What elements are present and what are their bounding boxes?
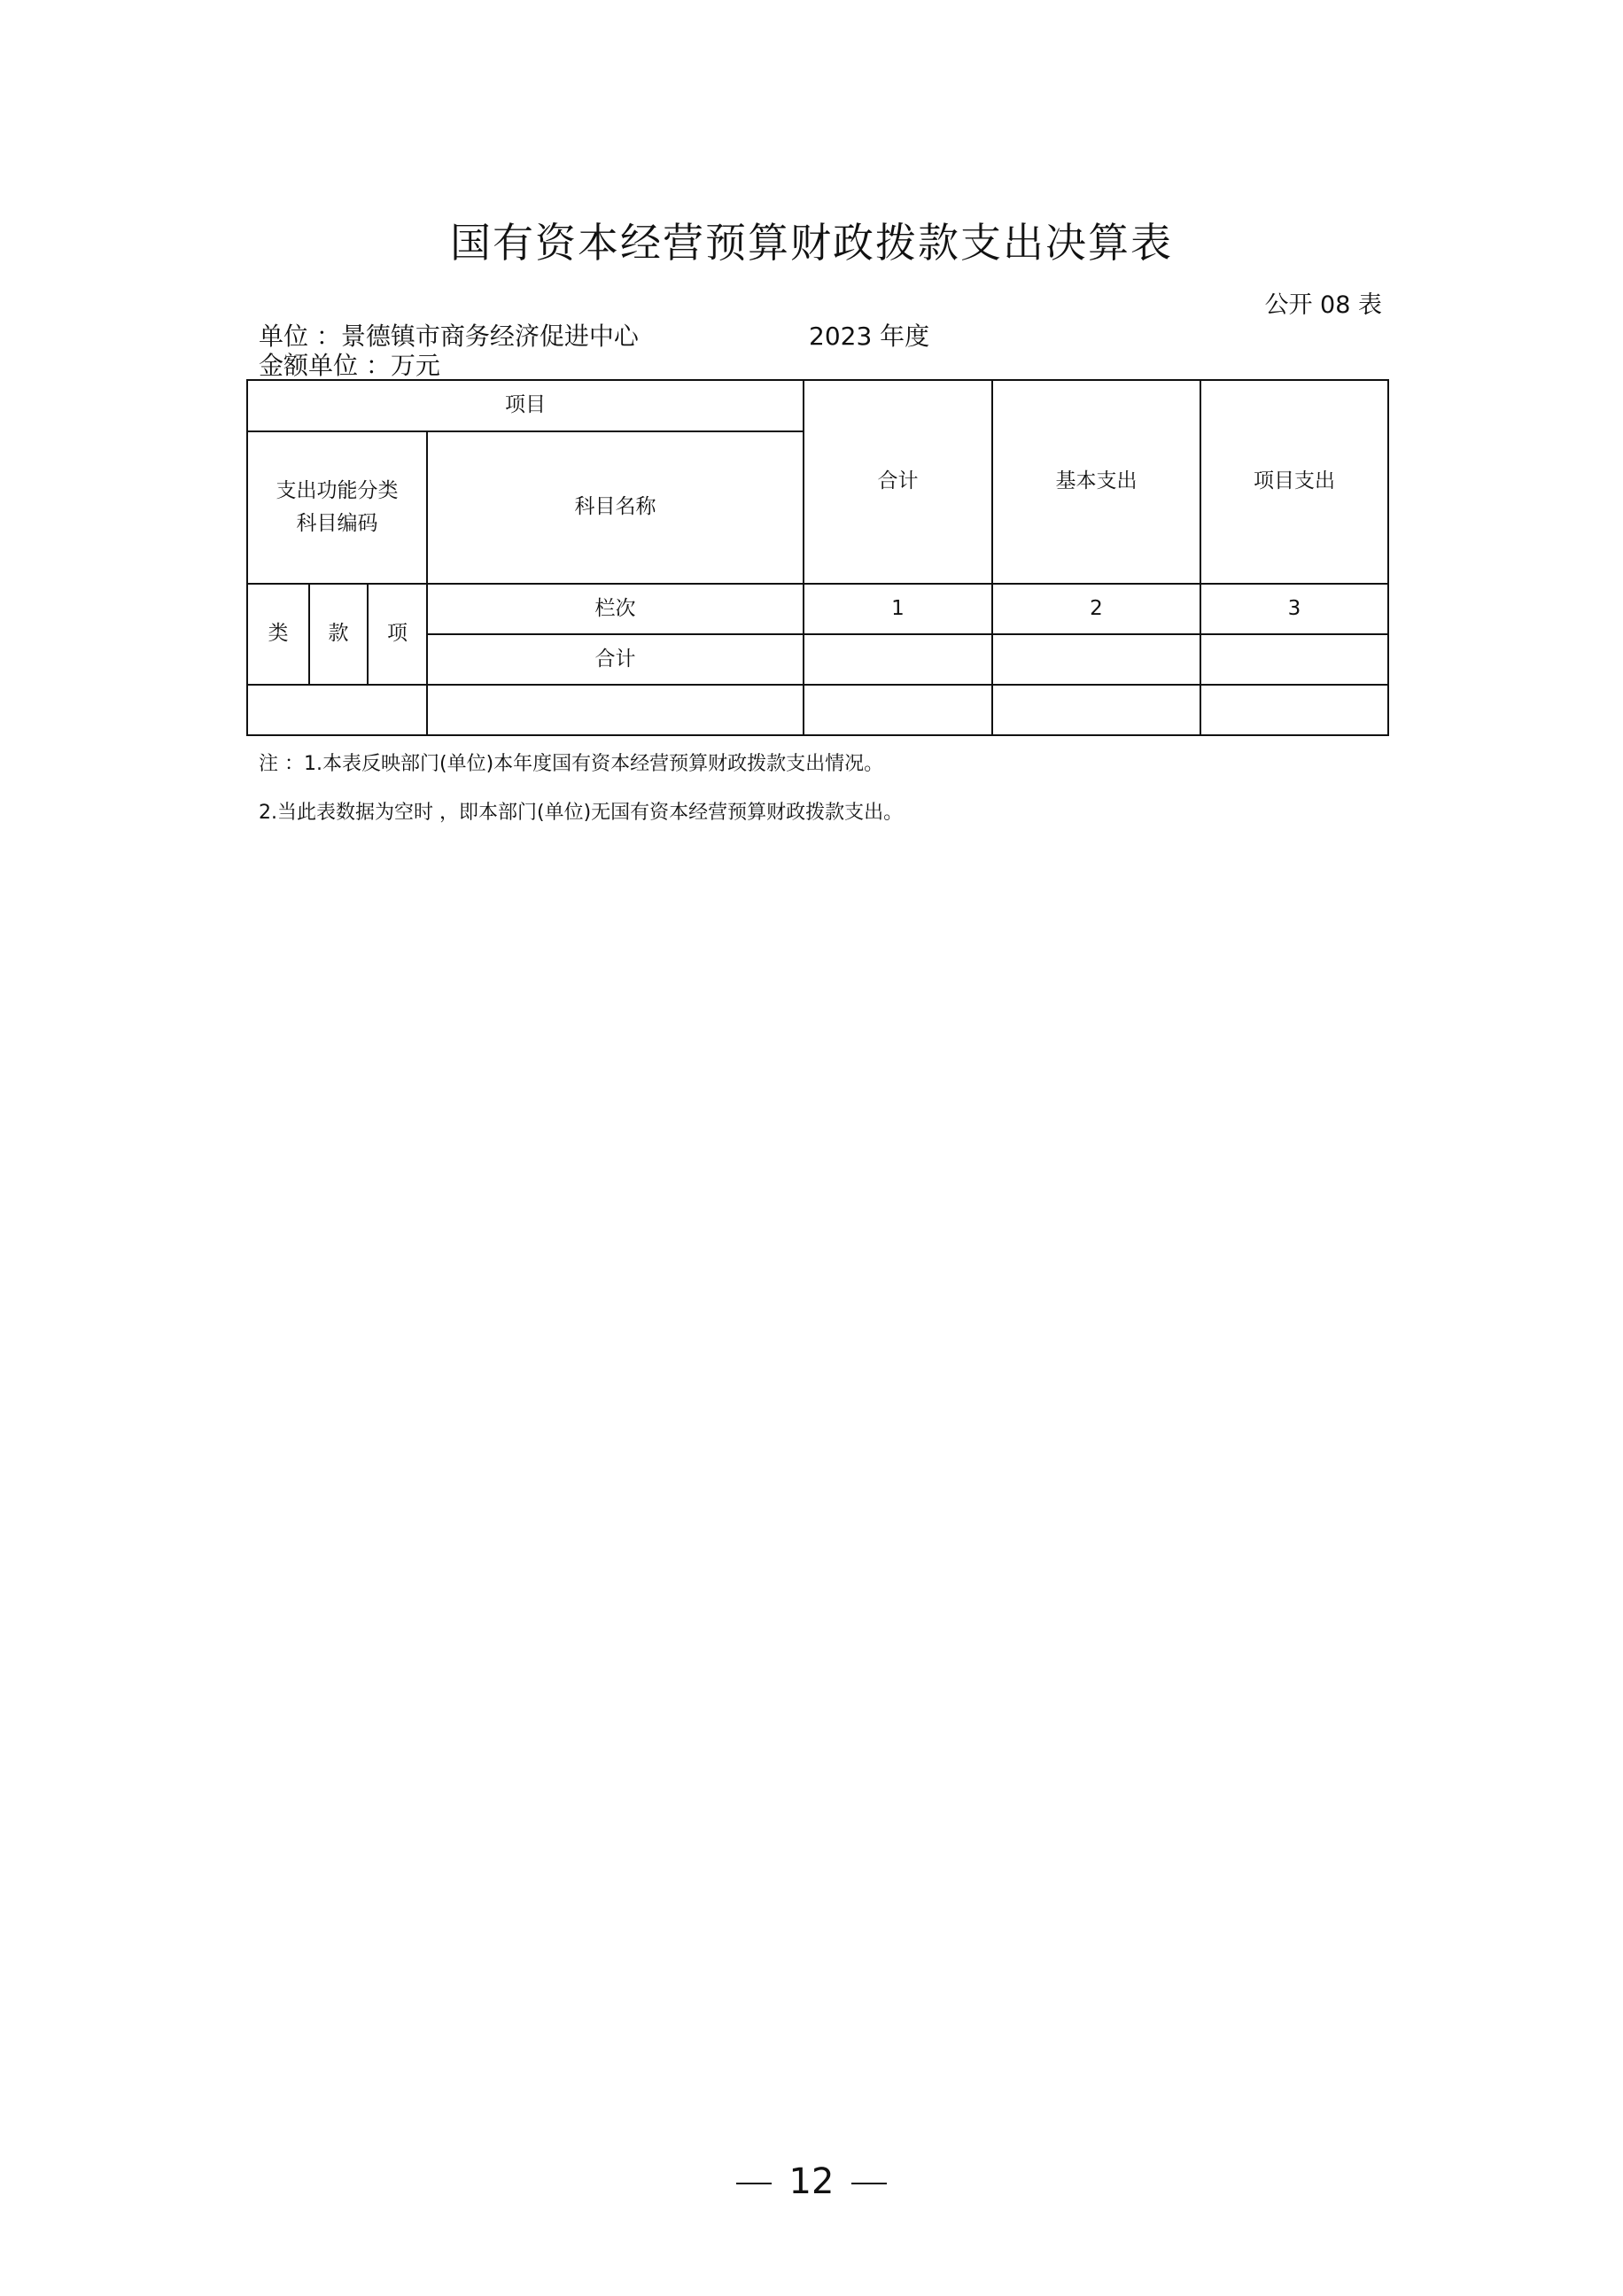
blank-code: [247, 685, 427, 735]
column-number-label: 栏次: [427, 584, 804, 634]
header-subject-name: 科目名称: [427, 431, 804, 584]
header-project: 项目: [247, 380, 804, 431]
column-number-3: 3: [1200, 584, 1388, 634]
form-code: 公开 08 表: [1264, 291, 1382, 319]
header-function-code-text: 支出功能分类科目编码: [276, 479, 399, 535]
page-footer: [0, 2161, 1623, 2202]
blank-value-3: [1200, 685, 1388, 735]
note-1: 注 ：1.本表反映部门(单位)本年度国有资本经营预算财政拨款支出情况。: [259, 753, 884, 775]
total-value-2: [992, 634, 1200, 685]
total-label: 合计: [427, 634, 804, 685]
footer-dash-right: [851, 2183, 887, 2184]
amount-unit: 金额单位 ：万元: [259, 351, 440, 380]
row-column-numbers: [247, 584, 1388, 634]
total-value-1: [804, 634, 992, 685]
column-number-1: 1: [804, 584, 992, 634]
header-row-project: [247, 380, 1388, 431]
note-2: 2.当此表数据为空时 ，即本部门(单位)无国有资本经营预算财政拨款支出。: [259, 802, 904, 824]
unit-line: 单位 ：景德镇市商务经济促进中心: [259, 322, 639, 351]
header-basic-expenditure: 基本支出: [992, 380, 1200, 584]
row-blank: [247, 685, 1388, 735]
expenditure-table: [246, 379, 1389, 736]
blank-name: [427, 685, 804, 735]
page-title: 国有资本经营预算财政拨款支出决算表: [450, 219, 1173, 267]
cat-kuan: 款: [309, 584, 368, 685]
cat-xiang: 项: [368, 584, 427, 685]
header-project-expenditure: 项目支出: [1200, 380, 1388, 584]
footer-dash-left: [736, 2183, 772, 2184]
cat-lei: 类: [247, 584, 309, 685]
column-number-2: 2: [992, 584, 1200, 634]
header-total: 合计: [804, 380, 992, 584]
blank-value-2: [992, 685, 1200, 735]
blank-value-1: [804, 685, 992, 735]
total-value-3: [1200, 634, 1388, 685]
header-function-code: [247, 431, 427, 584]
fiscal-year: 2023 年度: [809, 322, 930, 351]
page-number: 12: [788, 2161, 835, 2202]
